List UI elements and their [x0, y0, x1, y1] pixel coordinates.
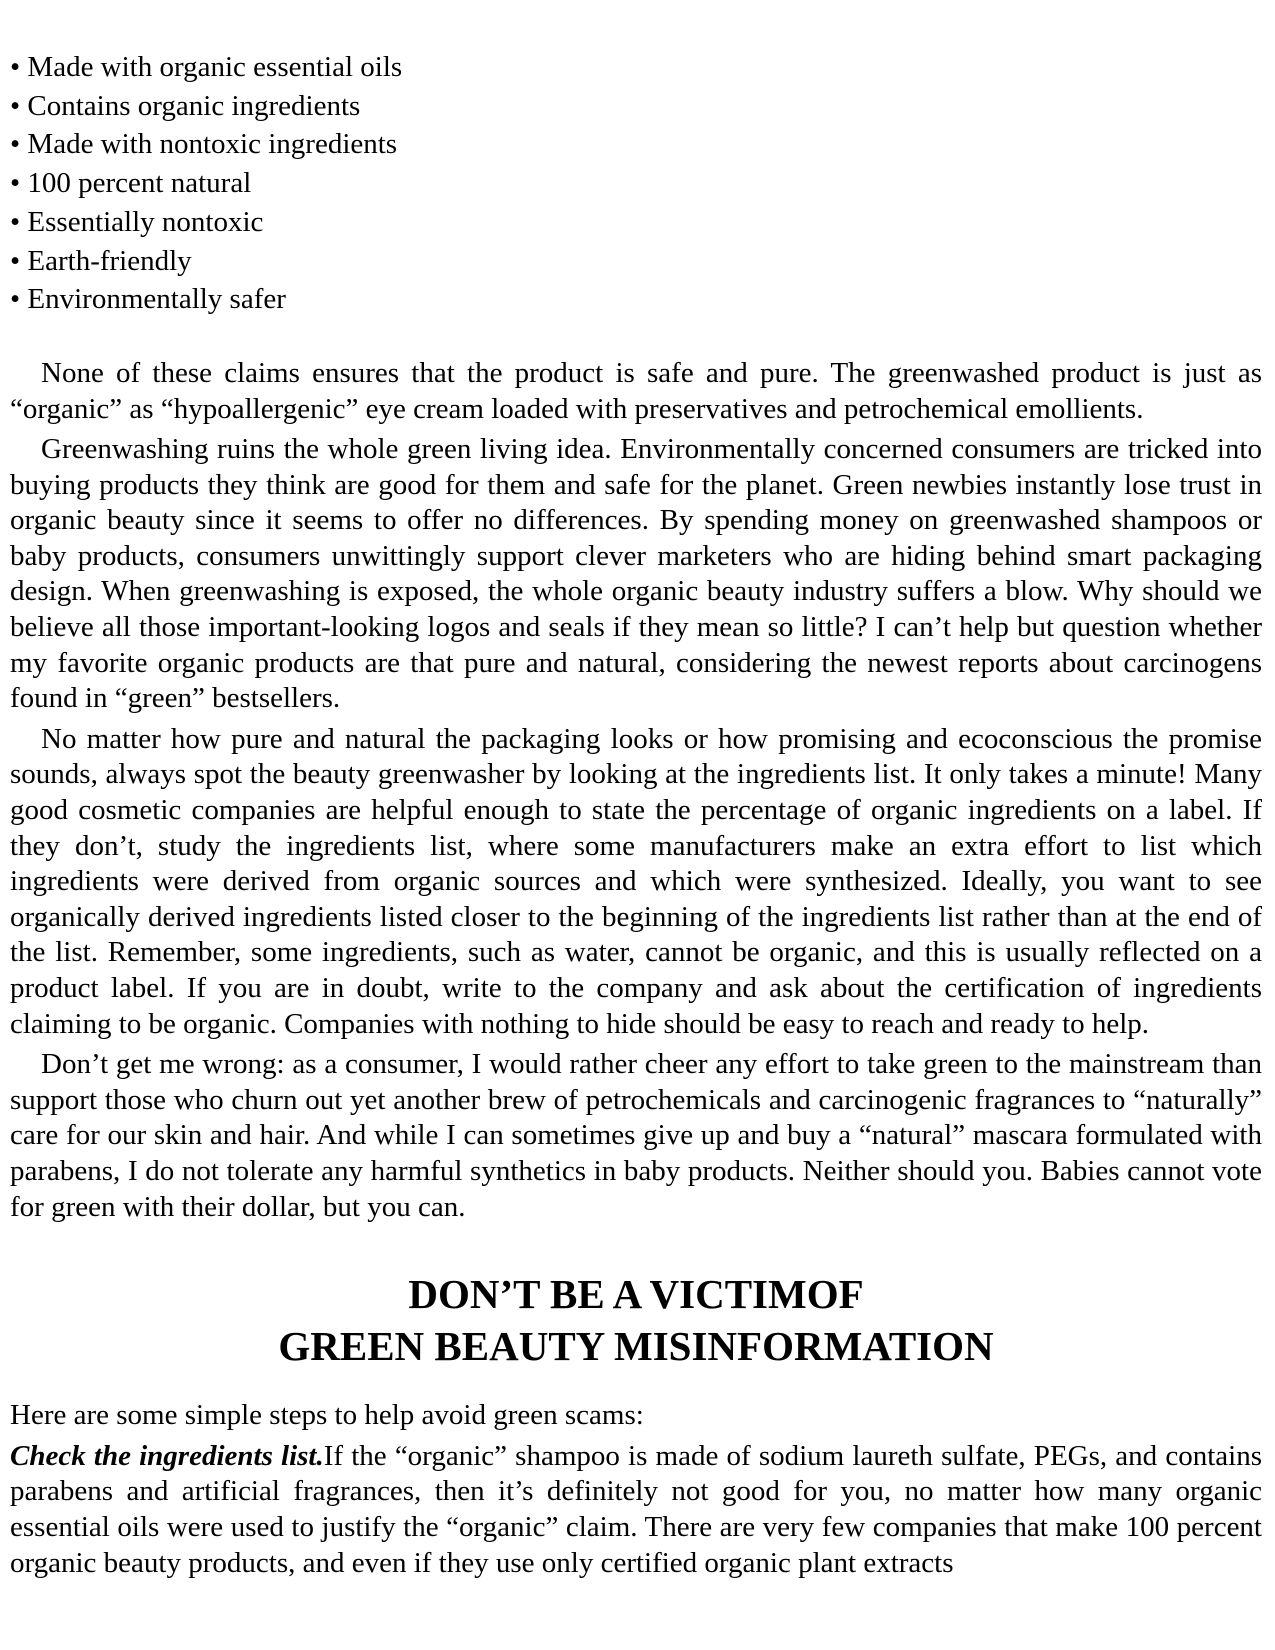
bullet-item: • 100 percent natural: [10, 164, 1262, 203]
heading-line-2: GREEN BEAUTY MISINFORMATION: [278, 1323, 994, 1370]
heading-line-1: DON’T BE A VICTIMOF: [408, 1271, 864, 1318]
section-heading: [10, 1268, 1262, 1372]
steps-section: [10, 1398, 1262, 1581]
paragraph: Greenwashing ruins the whole green living idea. Environmentally concerned consumers are tricked into buying products they think are good for them and safe for the planet. Green newbies instantly lose trust in organic beauty since it seems to offer no differences. By spending money on greenwashed shampoos or baby products, consumers unwittingly support clever marketers who are hiding behind smart packaging design. When greenwashing is exposed, the whole organic beauty industry suffers a blow. Why should we believe all those important-looking logos and seals if they mean so little? I can’t help but question whether my favorite organic products are that pure and natural, considering the newest reports about carcinogens found in “green” bestsellers.: [10, 433, 1262, 715]
step-lead: Check the ingredients list.: [10, 1439, 324, 1472]
body-text: [10, 356, 1262, 1225]
claims-bullet-list: [10, 48, 1262, 319]
bullet-item: • Made with nontoxic ingredients: [10, 125, 1262, 164]
bullet-item: • Environmentally safer: [10, 280, 1262, 319]
document-page: [10, 0, 1262, 1586]
bullet-item: • Contains organic ingredients: [10, 87, 1262, 126]
bullet-item: • Made with organic essential oils: [10, 48, 1262, 87]
step-paragraph: [10, 1439, 1262, 1581]
paragraph: Don’t get me wrong: as a consumer, I would rather cheer any effort to take green to the mainstream than support those who churn out yet another brew of petrochemicals and carcinogenic fragrances to “naturally” care for our skin and hair. And while I can sometimes give up and buy a “natural” mascara formulated with parabens, I do not tolerate any harmful synthetics in baby products. Neither should you. Babies cannot vote for green with their dollar, but you can.: [10, 1048, 1262, 1223]
step-text: If the “organic” shampoo is made of sodium laureth sulfate, PEGs, and contains parabens and artificial fragrances, then it’s definitely not good for you, no matter how many organic essential oils were used to justify the “organic” claim. There are very few companies that make 100 percent organic beauty products, and even if they use only certified organic plant extracts: [10, 1439, 1262, 1579]
steps-intro: Here are some simple steps to help avoid green scams:: [10, 1399, 644, 1432]
bullet-item: • Essentially nontoxic: [10, 203, 1262, 242]
paragraph: No matter how pure and natural the packaging looks or how promising and ecoconscious the promise sounds, always spot the beauty greenwasher by looking at the ingredients list. It only takes a minute! Many good cosmetic companies are helpful enough to state the percentage of organic ingredients on a label. If they don’t, study the ingredients list, where some manufacturers make an extra effort to list which ingredients were derived from organic sources and which were synthesized. Ideally, you want to see organically derived ingredients listed closer to the beginning of the ingredients list rather than at the end of the list. Remember, some ingredients, such as water, cannot be organic, and this is usually reflected on a product label. If you are in doubt, write to the company and ask about the certification of ingredients claiming to be organic. Companies with nothing to hide should be easy to reach and ready to help.: [10, 722, 1262, 1040]
bullet-item: • Earth-friendly: [10, 242, 1262, 281]
paragraph: None of these claims ensures that the product is safe and pure. The greenwashed product is just as “organic” as “hypoallergenic” eye cream loaded with preservatives and petrochemical emollients.: [10, 356, 1262, 425]
